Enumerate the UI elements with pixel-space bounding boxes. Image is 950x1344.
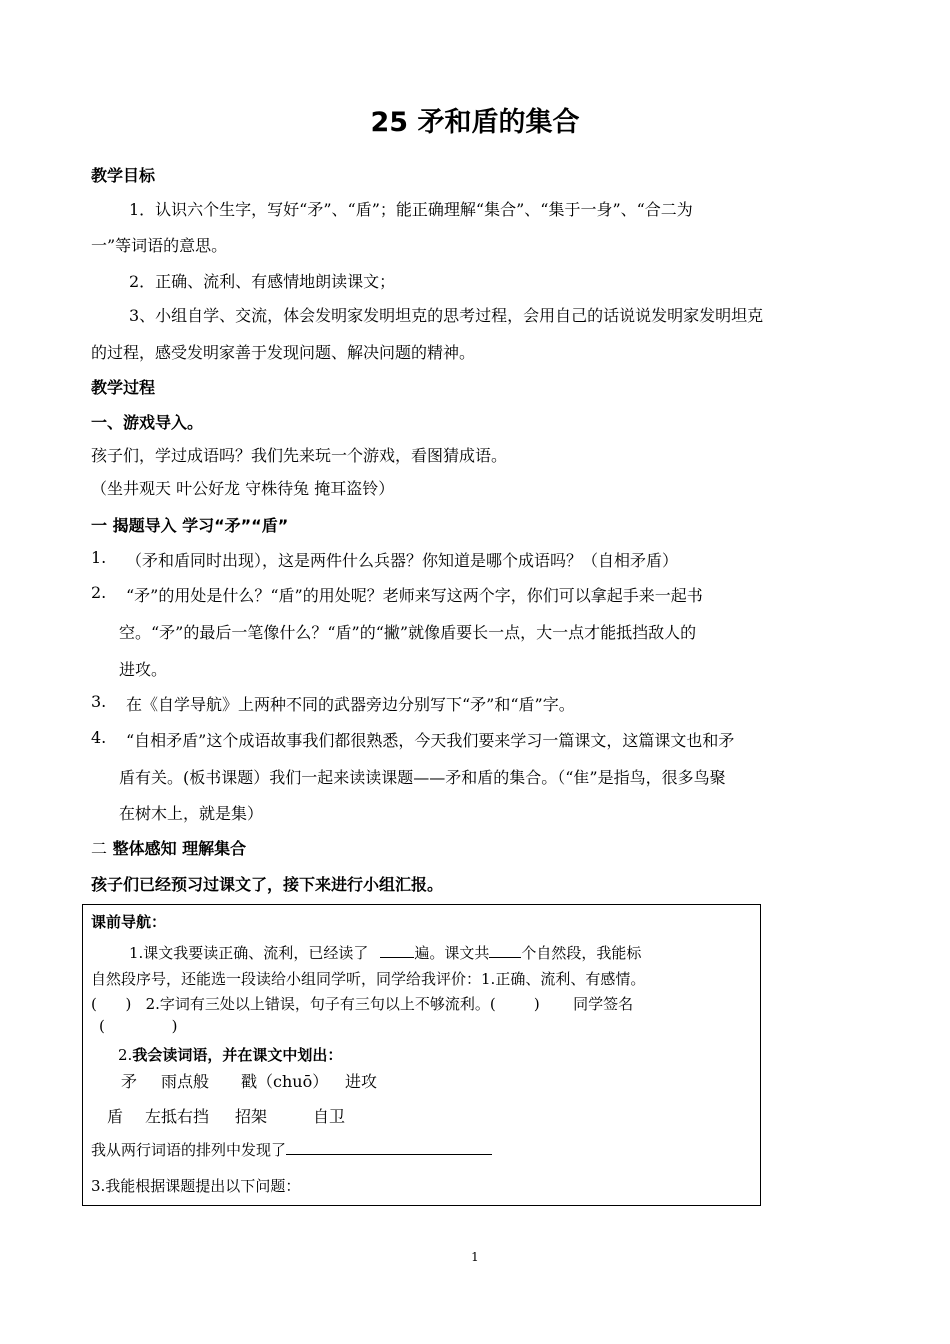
- part2-heading: [91, 836, 246, 859]
- guide-box: [82, 904, 761, 1206]
- part2-heading-text: 整体感知 理解集合: [107, 839, 247, 858]
- guide-line-1: [129, 942, 641, 963]
- guide-line-8: [91, 1139, 492, 1160]
- objective-1-line-2: 一”等词语的意思。: [91, 236, 228, 255]
- word-row-1-w3: 戳（chuō）: [241, 1072, 329, 1091]
- guide-line-9: 3.我能根据课题提出以下问题：: [91, 1177, 301, 1195]
- page-number: 1: [471, 1250, 479, 1264]
- paragraph-count-blank[interactable]: [489, 943, 521, 958]
- objectives-heading: 教学目标: [91, 166, 156, 185]
- guide-line-8-text: 我从两行词语的排列中发现了: [91, 1141, 287, 1159]
- part2-intro: 孩子们已经预习过课文了，接下来进行小组汇报。: [91, 875, 444, 894]
- part1-item-4-line-1: “自相矛盾”这个成语故事我们都很熟悉，今天我们要来学习一篇课文，这篇课文也和矛: [126, 731, 735, 750]
- guide-line-1c: 个自然段，我能标: [521, 944, 642, 962]
- process-heading: 教学过程: [91, 378, 156, 397]
- guide-line-4: ( ): [99, 1017, 178, 1035]
- part1-item-3-line-1: 在《自学导航》上两种不同的武器旁边分别写下“矛”和“盾”字。: [126, 695, 575, 714]
- word-row-2-w1: 盾: [107, 1107, 124, 1126]
- part2-heading-prefix: 二: [91, 839, 108, 858]
- word-row-1-w1: 矛: [121, 1072, 138, 1091]
- objective-2: 2．正确、流利、有感情地朗读课文；: [129, 272, 396, 291]
- guide-line-5-text: 我会读词语，并在课文中划出：: [132, 1046, 343, 1064]
- part0-line-2: （坐井观天 叶公好龙 守株待兔 掩耳盗铃）: [91, 479, 395, 498]
- word-row-2-w2: 左抵右挡: [145, 1107, 210, 1126]
- part1-item-1-num: 1.: [91, 548, 107, 567]
- guide-line-2: 自然段序号，还能选一段读给小组同学听，同学给我评价：1.正确、流利、有感情。: [91, 970, 646, 988]
- part0-line-1: 孩子们，学过成语吗？我们先来玩一个游戏，看图猜成语。: [91, 446, 508, 465]
- word-row-1-w4: 进攻: [345, 1072, 378, 1091]
- part1-item-4-num: 4.: [91, 728, 107, 747]
- part1-item-2-line-1: “矛”的用处是什么？“盾”的用处呢？老师来写这两个字，你们可以拿起手来一起书: [126, 586, 703, 605]
- objective-3-line-1: 3、小组自学、交流，体会发明家发明坦克的思考过程，会用自己的话说说发明家发明坦克: [129, 306, 764, 325]
- part0-heading: 一、游戏导入。: [91, 413, 204, 432]
- part1-item-2-line-2: 空。“矛”的最后一笔像什么？“盾”的“撇”就像盾要长一点，大一点才能抵挡敌人的: [119, 623, 697, 642]
- word-row-2-w4: 自卫: [313, 1107, 346, 1126]
- guide-line-3: ( ) 2.字词有三处以上错误，句子有三句以上不够流利。( ) 同学签名: [91, 995, 634, 1013]
- guide-line-5: [118, 1044, 342, 1065]
- read-count-blank[interactable]: [380, 943, 414, 958]
- part1-item-2-num: 2.: [91, 583, 107, 602]
- word-row-2-w3: 招架: [235, 1107, 268, 1126]
- objective-1-line-1: 1．认识六个生字，写好“矛”、“盾”；能正确理解“集合”、“集于一身”、“合二为: [129, 200, 693, 219]
- part1-item-3-num: 3.: [91, 692, 107, 711]
- part1-item-1-line-1: （矛和盾同时出现），这是两件什么兵器？你知道是哪个成语吗？（自相矛盾）: [126, 551, 679, 570]
- guide-line-1b: 遍。课文共: [414, 944, 490, 962]
- page-title: 25 矛和盾的集合: [370, 107, 580, 138]
- guide-heading: 课前导航：: [91, 913, 167, 931]
- objective-3-line-2: 的过程，感受发明家善于发现问题、解决问题的精神。: [91, 343, 476, 362]
- part1-item-4-line-2: 盾有关。(板书课题）我们一起来读读课题——矛和盾的集合。（“隹”是指鸟，很多鸟聚: [119, 768, 726, 787]
- part1-heading: 一 揭题导入 学习“矛”“盾”: [91, 516, 289, 535]
- word-row-1-w2: 雨点般: [161, 1072, 210, 1091]
- guide-line-1a: 1.课文我要读正确、流利，已经读了: [129, 944, 369, 962]
- part1-item-4-line-3: 在树木上，就是集）: [119, 804, 264, 823]
- discovery-blank[interactable]: [286, 1140, 492, 1155]
- guide-line-5-num: 2.: [118, 1046, 133, 1064]
- part1-item-2-line-3: 进攻。: [119, 660, 168, 679]
